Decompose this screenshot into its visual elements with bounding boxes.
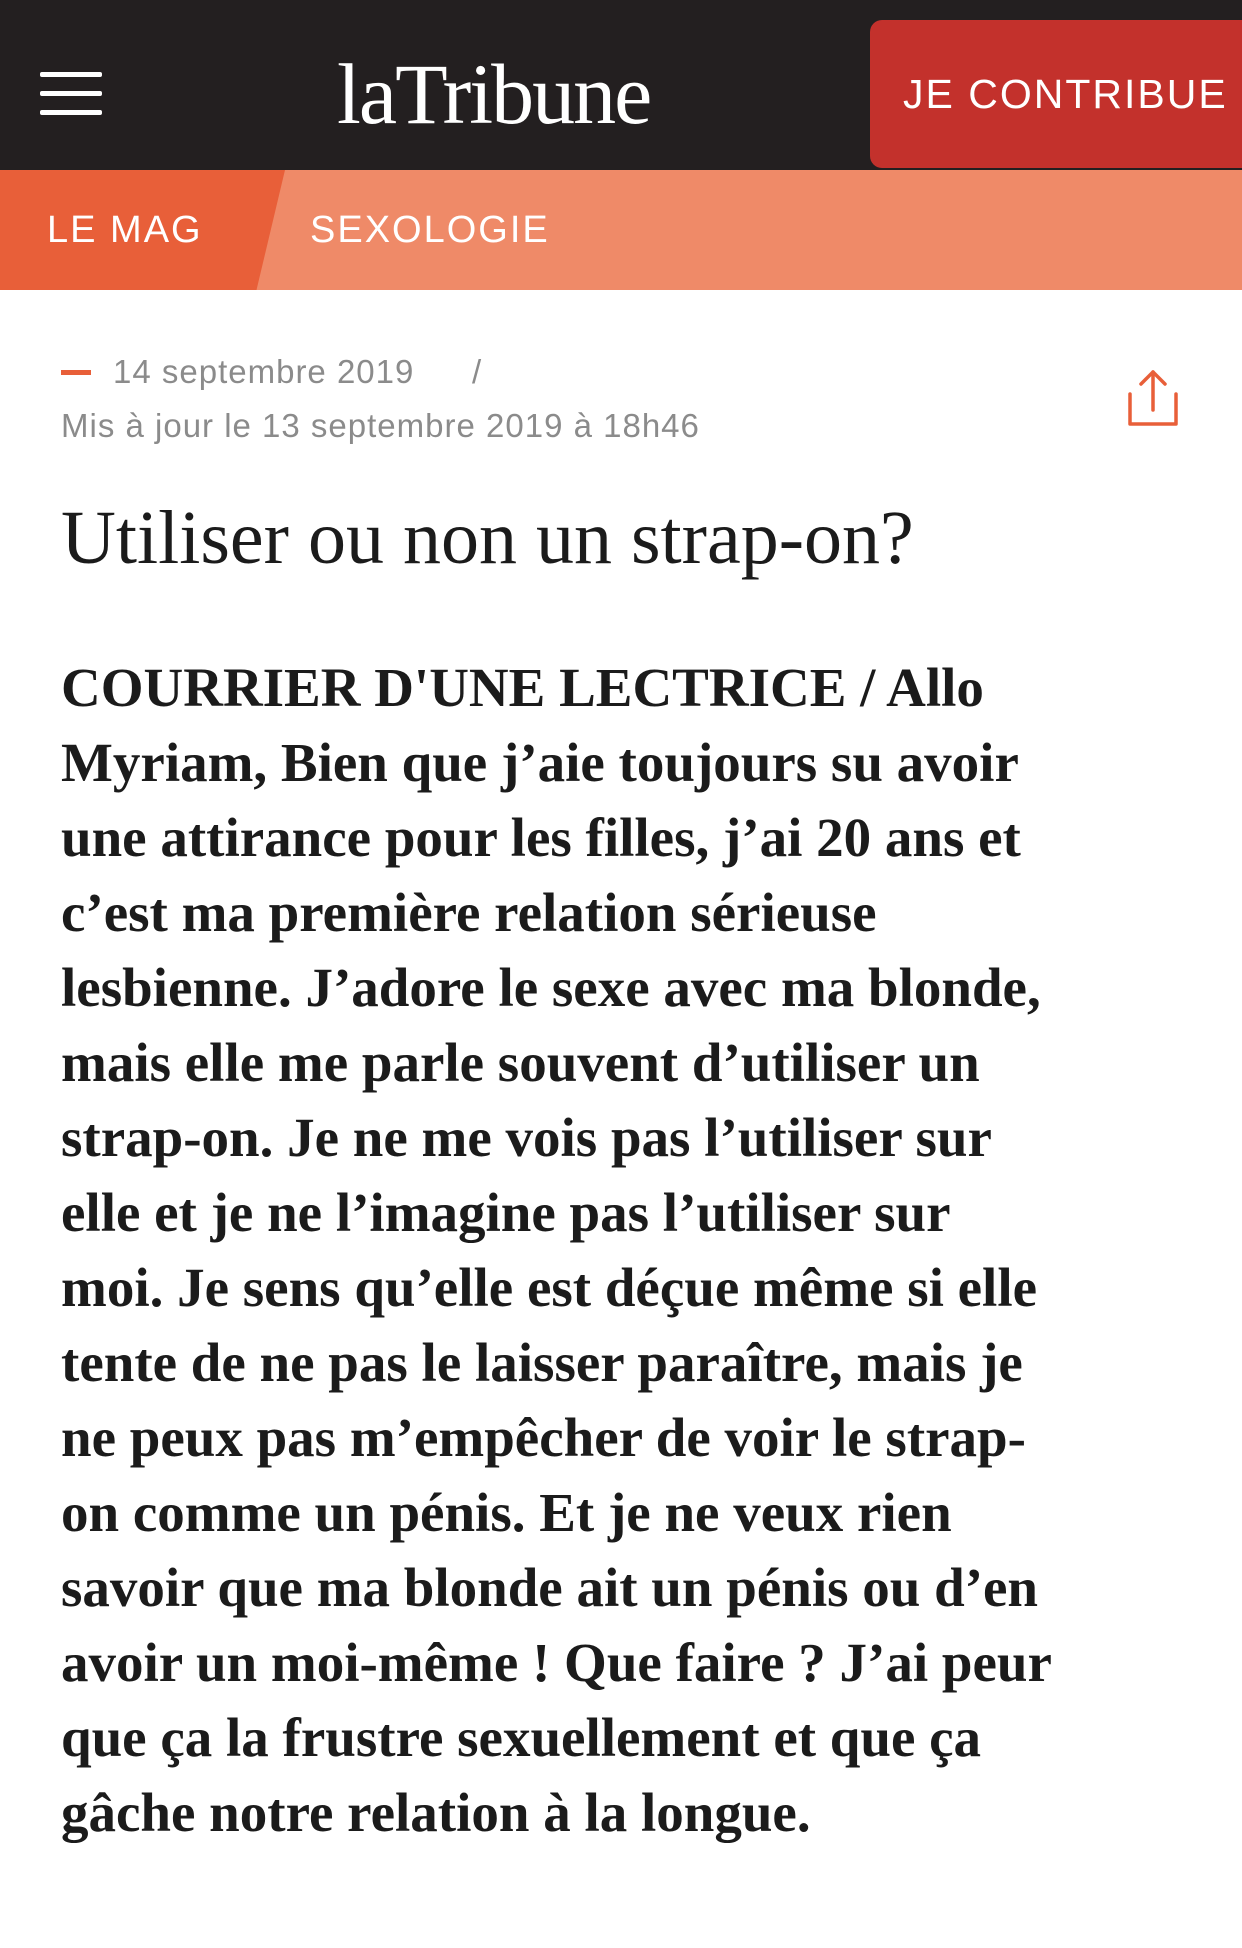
lead-line: ne peux pas m’empêcher de voir le strap- <box>61 1407 1026 1468</box>
section-breadcrumb <box>0 170 1242 290</box>
article-lead <box>61 650 1191 1850</box>
lead-line: savoir que ma blonde ait un pénis ou d’en <box>61 1557 1039 1618</box>
lead-line: lesbienne. J’adore le sexe avec ma blonde, <box>61 957 1041 1018</box>
lead-line: c’est ma première relation sérieuse <box>61 882 877 943</box>
site-logo[interactable]: laTribune <box>337 46 651 142</box>
lead-line: Myriam, Bien que j’aie toujours su avoir <box>61 732 1019 793</box>
published-date: 14 septembre 2019 <box>113 353 415 390</box>
lead-line: gâche notre relation à la longue. <box>61 1782 811 1843</box>
date-accent-dash <box>61 370 91 375</box>
article-title: Utiliser ou non un strap-on? <box>61 496 914 580</box>
section-link-sexologie[interactable]: SEXOLOGIE <box>310 209 550 251</box>
lead-line: elle et je ne l’imagine pas l’utiliser sur <box>61 1182 951 1243</box>
lead-line: une attirance pour les filles, j’ai 20 ans et <box>61 807 1021 868</box>
updated-date: Mis à jour le 13 septembre 2019 à 18h46 <box>61 407 700 444</box>
lead-line: tente de ne pas le laisser paraître, mais je <box>61 1332 1023 1393</box>
lead-line: strap-on. Je ne me vois pas l’utiliser sur <box>61 1107 992 1168</box>
hamburger-menu-icon[interactable] <box>40 70 102 118</box>
lead-line: que ça la frustre sexuellement et que ça <box>61 1707 982 1768</box>
site-header <box>0 0 1242 170</box>
share-icon[interactable] <box>1120 366 1186 432</box>
lead-line: on comme un pénis. Et je ne veux rien <box>61 1482 952 1543</box>
date-separator: / <box>472 353 482 390</box>
lead-line: avoir un moi-même ! Que faire ? J’ai peur <box>61 1632 1052 1693</box>
lead-line: moi. Je sens qu’elle est déçue même si elle <box>61 1257 1038 1318</box>
contribute-button[interactable]: JE CONTRIBUE <box>870 20 1242 168</box>
section-link-le-mag[interactable]: LE MAG <box>47 209 203 251</box>
lead-line: COURRIER D'UNE LECTRICE / Allo <box>61 657 984 718</box>
lead-line: mais elle me parle souvent d’utiliser un <box>61 1032 980 1093</box>
